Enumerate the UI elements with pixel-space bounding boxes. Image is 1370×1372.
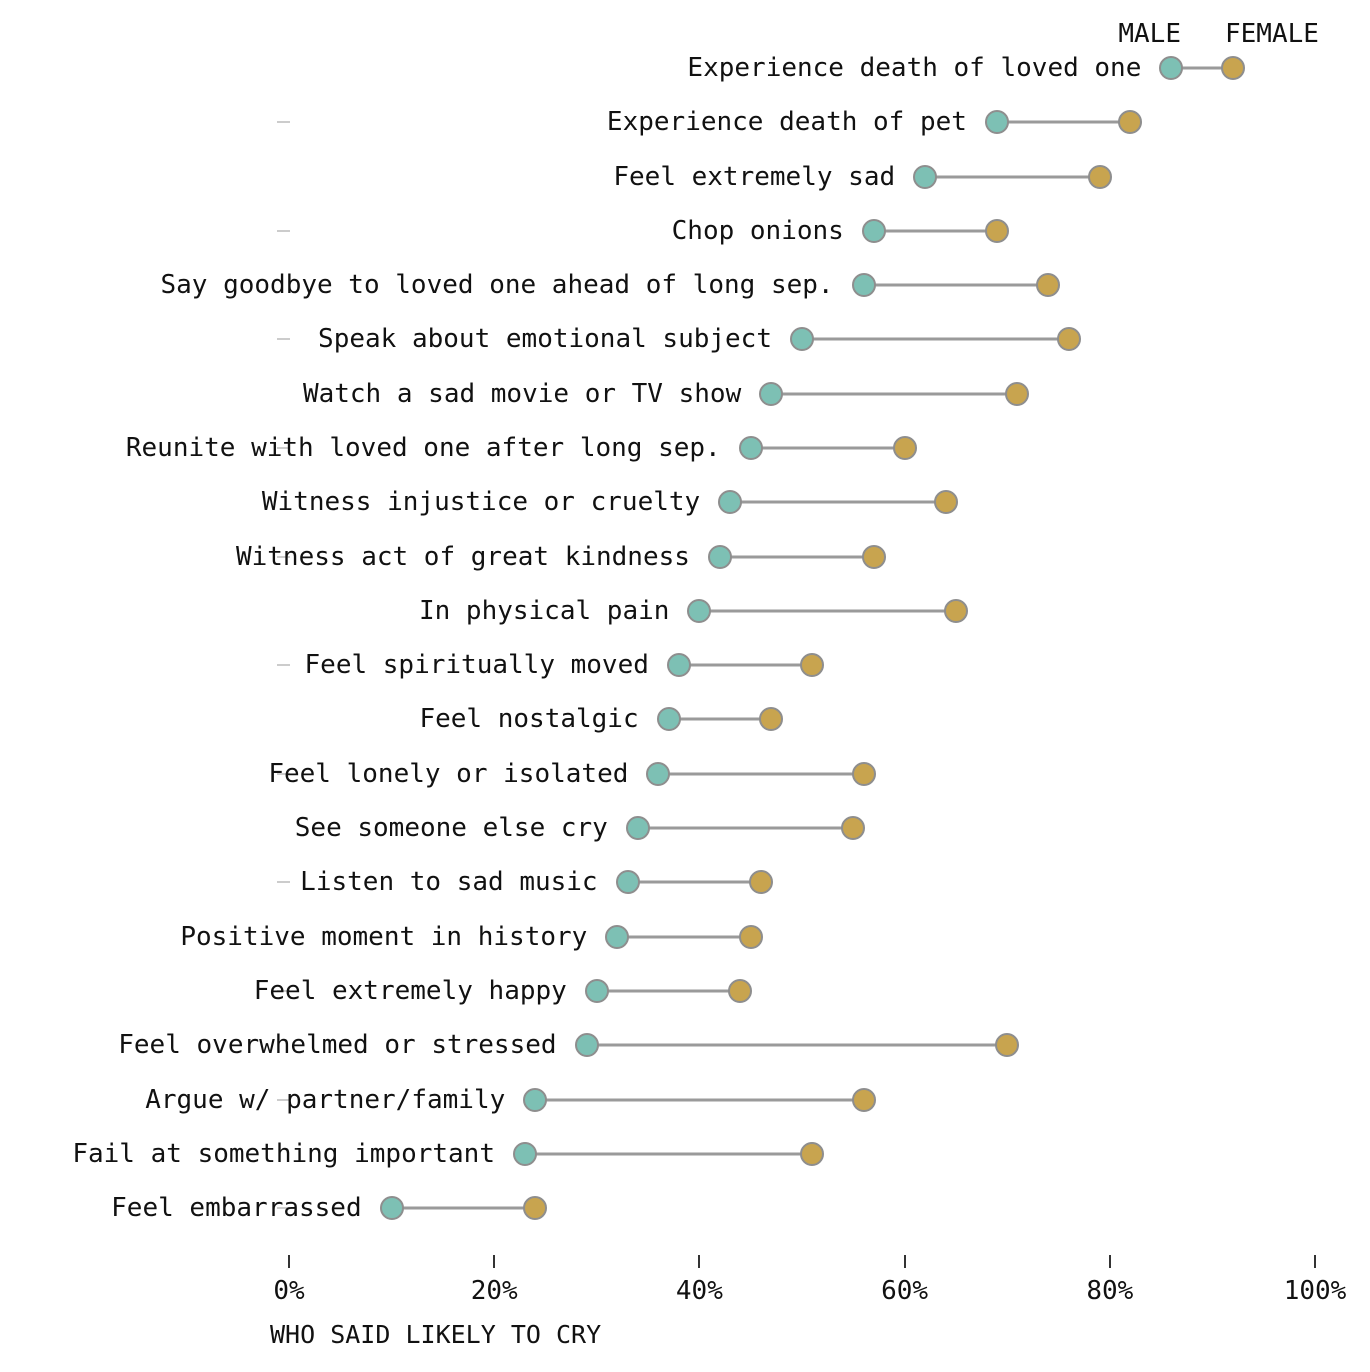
male-dot bbox=[657, 707, 681, 731]
category-label: Watch a sad movie or TV show bbox=[302, 378, 742, 409]
connector-line bbox=[638, 827, 853, 830]
female-dot bbox=[1118, 110, 1142, 134]
male-dot bbox=[687, 599, 711, 623]
female-dot bbox=[800, 653, 824, 677]
category-label: Feel lonely or isolated bbox=[268, 758, 629, 789]
category-label: Feel spiritually moved bbox=[304, 650, 649, 681]
female-dot bbox=[852, 1088, 876, 1112]
male-dot bbox=[667, 653, 691, 677]
male-dot bbox=[513, 1142, 537, 1166]
male-dot bbox=[605, 925, 629, 949]
category-label: Feel extremely sad bbox=[613, 161, 896, 192]
x-axis-tick-label: 0% bbox=[273, 1276, 305, 1306]
category-label: Say goodbye to loved one ahead of long sep. bbox=[160, 270, 834, 301]
connector-line bbox=[925, 175, 1099, 178]
connector-line bbox=[679, 664, 812, 667]
male-dot bbox=[985, 110, 1009, 134]
x-axis-tick-label: 20% bbox=[470, 1276, 518, 1306]
y-axis-tick bbox=[277, 230, 290, 232]
male-dot bbox=[380, 1196, 404, 1220]
male-dot bbox=[862, 219, 886, 243]
male-dot bbox=[718, 490, 742, 514]
male-dot bbox=[790, 327, 814, 351]
female-dot bbox=[995, 1033, 1019, 1057]
x-axis-tick bbox=[493, 1255, 495, 1268]
category-label: Feel overwhelmed or stressed bbox=[118, 1030, 557, 1061]
female-dot bbox=[852, 762, 876, 786]
female-dot bbox=[944, 599, 968, 623]
category-label: Fail at something important bbox=[72, 1138, 495, 1169]
male-dot bbox=[523, 1088, 547, 1112]
y-axis-tick bbox=[277, 881, 290, 883]
connector-line bbox=[720, 555, 874, 558]
male-dot bbox=[616, 870, 640, 894]
x-axis-tick bbox=[1109, 1255, 1111, 1268]
y-axis-tick bbox=[277, 338, 290, 340]
female-dot bbox=[934, 490, 958, 514]
female-dot bbox=[893, 436, 917, 460]
female-dot bbox=[759, 707, 783, 731]
legend-female-label: FEMALE bbox=[1225, 19, 1319, 49]
male-dot bbox=[646, 762, 670, 786]
category-label: In physical pain bbox=[418, 595, 670, 626]
male-dot bbox=[913, 165, 937, 189]
legend-male-label: MALE bbox=[1118, 19, 1181, 49]
connector-line bbox=[997, 121, 1130, 124]
female-dot bbox=[739, 925, 763, 949]
connector-line bbox=[699, 609, 956, 612]
female-dot bbox=[523, 1196, 547, 1220]
x-axis-tick bbox=[698, 1255, 700, 1268]
male-dot bbox=[759, 382, 783, 406]
male-dot bbox=[585, 979, 609, 1003]
connector-line bbox=[874, 229, 997, 232]
x-axis-tick-label: 60% bbox=[881, 1276, 929, 1306]
female-dot bbox=[1036, 273, 1060, 297]
female-dot bbox=[862, 545, 886, 569]
female-dot bbox=[749, 870, 773, 894]
category-label: Feel extremely happy bbox=[253, 975, 567, 1006]
male-dot bbox=[852, 273, 876, 297]
category-label: Listen to sad music bbox=[300, 867, 598, 898]
male-dot bbox=[1159, 56, 1183, 80]
category-label: Chop onions bbox=[671, 215, 844, 246]
female-dot bbox=[1005, 382, 1029, 406]
category-label: Experience death of pet bbox=[606, 107, 967, 138]
connector-line bbox=[802, 338, 1069, 341]
connector-line bbox=[587, 1044, 1008, 1047]
x-axis-tick bbox=[1314, 1255, 1316, 1268]
category-label: Experience death of loved one bbox=[687, 53, 1142, 83]
category-label: Reunite with loved one after long sep. bbox=[125, 433, 721, 464]
connector-line bbox=[525, 1152, 812, 1155]
connector-line bbox=[864, 284, 1049, 287]
connector-line bbox=[628, 881, 761, 884]
x-axis-tick-label: 40% bbox=[675, 1276, 723, 1306]
connector-line bbox=[392, 1207, 536, 1210]
connector-line bbox=[658, 772, 863, 775]
category-label: Feel embarrassed bbox=[111, 1193, 362, 1224]
category-label: Positive moment in history bbox=[180, 921, 588, 952]
male-dot bbox=[708, 545, 732, 569]
female-dot bbox=[1221, 56, 1245, 80]
category-label: Witness injustice or cruelty bbox=[261, 487, 701, 518]
female-dot bbox=[985, 219, 1009, 243]
connector-line bbox=[751, 447, 905, 450]
y-axis-tick bbox=[277, 121, 290, 123]
male-dot bbox=[739, 436, 763, 460]
connector-line bbox=[617, 935, 750, 938]
category-label: Witness act of great kindness bbox=[235, 541, 690, 572]
x-axis-tick bbox=[904, 1255, 906, 1268]
x-axis-title: WHO SAID LIKELY TO CRY bbox=[270, 1320, 602, 1349]
y-axis-tick bbox=[277, 664, 290, 666]
category-label: Feel nostalgic bbox=[419, 704, 639, 735]
female-dot bbox=[1088, 165, 1112, 189]
male-dot bbox=[575, 1033, 599, 1057]
female-dot bbox=[841, 816, 865, 840]
male-dot bbox=[626, 816, 650, 840]
female-dot bbox=[1057, 327, 1081, 351]
x-axis-tick-label: 100% bbox=[1283, 1276, 1347, 1306]
connector-line bbox=[771, 392, 1017, 395]
connector-line bbox=[730, 501, 945, 504]
female-dot bbox=[800, 1142, 824, 1166]
female-dot bbox=[728, 979, 752, 1003]
connector-line bbox=[669, 718, 772, 721]
connector-line bbox=[535, 1098, 863, 1101]
x-axis-tick-label: 80% bbox=[1086, 1276, 1134, 1306]
category-label: Speak about emotional subject bbox=[318, 324, 772, 355]
connector-line bbox=[597, 989, 741, 992]
x-axis-tick bbox=[288, 1255, 290, 1268]
category-label: Argue w/ partner/family bbox=[145, 1084, 506, 1115]
category-label: See someone else cry bbox=[294, 813, 608, 844]
